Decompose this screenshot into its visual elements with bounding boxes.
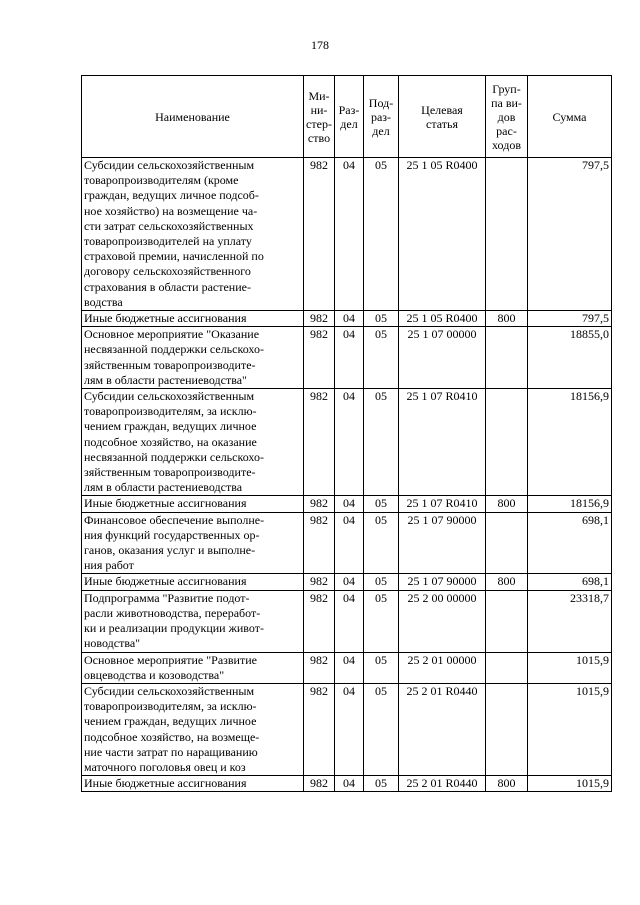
row-expense-group: 800	[486, 311, 528, 327]
row-expense-group	[486, 652, 528, 683]
table-row	[82, 496, 612, 512]
row-target-article: 25 2 01 R0440	[399, 683, 486, 775]
row-expense-group	[486, 590, 528, 652]
row-name: Иные бюджетные ассигнования	[82, 776, 304, 792]
row-expense-group: 800	[486, 776, 528, 792]
row-name: Субсидии сельскохозяйственным товаропроизводителям, за исклю- чением граждан, ведущих личное подсобное хозяйство, на возмеще- ние части затрат по наращиванию маточного поголовья овец и коз	[82, 683, 304, 775]
header-target-article: Целевая статья	[399, 76, 486, 158]
row-section: 04	[335, 590, 364, 652]
row-name: Основное мероприятие "Оказание несвязанной поддержки сельскохо- зяйственным товаропроизводите- лям в области растениеводства"	[82, 327, 304, 389]
row-section: 04	[335, 327, 364, 389]
table-row	[82, 574, 612, 590]
table-row	[82, 512, 612, 574]
row-section: 04	[335, 496, 364, 512]
row-section: 04	[335, 512, 364, 574]
row-expense-group	[486, 683, 528, 775]
header-subsection: Под- раз- дел	[364, 76, 399, 158]
row-subsection: 05	[364, 311, 399, 327]
row-sum: 1015,9	[528, 683, 612, 775]
row-section: 04	[335, 776, 364, 792]
row-subsection: 05	[364, 389, 399, 496]
row-ministry: 982	[304, 389, 335, 496]
row-subsection: 05	[364, 776, 399, 792]
row-target-article: 25 1 07 90000	[399, 574, 486, 590]
row-name: Субсидии сельскохозяйственным товаропроизводителям (кроме граждан, ведущих личное подсоб- ное хозяйство) на возмещение ча- сти затрат сельскохозяйственных товаропроизводителей на уплату страховой премии, начисленной по договору сельскохозяйственного страхования в области растение- водства	[82, 158, 304, 311]
header-sum: Сумма	[528, 76, 612, 158]
table-row	[82, 327, 612, 389]
row-section: 04	[335, 652, 364, 683]
row-sum: 23318,7	[528, 590, 612, 652]
row-expense-group	[486, 158, 528, 311]
table-body	[82, 158, 612, 792]
row-subsection: 05	[364, 512, 399, 574]
row-section: 04	[335, 683, 364, 775]
row-ministry: 982	[304, 652, 335, 683]
row-name: Финансовое обеспечение выполне- ния функций государственных ор- ганов, оказания услуг и выполне- ния работ	[82, 512, 304, 574]
row-subsection: 05	[364, 574, 399, 590]
row-target-article: 25 1 07 90000	[399, 512, 486, 574]
row-target-article: 25 2 00 00000	[399, 590, 486, 652]
row-section: 04	[335, 158, 364, 311]
row-ministry: 982	[304, 496, 335, 512]
row-sum: 797,5	[528, 158, 612, 311]
row-subsection: 05	[364, 590, 399, 652]
row-target-article: 25 2 01 00000	[399, 652, 486, 683]
row-expense-group: 800	[486, 496, 528, 512]
page-number: 178	[311, 38, 329, 52]
row-sum: 797,5	[528, 311, 612, 327]
row-sum: 18156,9	[528, 389, 612, 496]
row-subsection: 05	[364, 158, 399, 311]
row-target-article: 25 1 07 R0410	[399, 496, 486, 512]
row-sum: 18156,9	[528, 496, 612, 512]
row-expense-group	[486, 389, 528, 496]
row-ministry: 982	[304, 512, 335, 574]
row-expense-group: 800	[486, 574, 528, 590]
table-header-row	[82, 76, 612, 158]
row-section: 04	[335, 311, 364, 327]
header-ministry: Ми- ни- стер- ство	[304, 76, 335, 158]
row-name: Иные бюджетные ассигнования	[82, 496, 304, 512]
table-row	[82, 590, 612, 652]
table-row	[82, 652, 612, 683]
row-subsection: 05	[364, 683, 399, 775]
row-section: 04	[335, 574, 364, 590]
row-target-article: 25 1 05 R0400	[399, 311, 486, 327]
row-sum: 18855,0	[528, 327, 612, 389]
table-row	[82, 683, 612, 775]
row-expense-group	[486, 327, 528, 389]
header-name: Наименование	[82, 76, 304, 158]
row-target-article: 25 2 01 R0440	[399, 776, 486, 792]
table-row	[82, 776, 612, 792]
row-name: Иные бюджетные ассигнования	[82, 574, 304, 590]
row-ministry: 982	[304, 327, 335, 389]
row-sum: 698,1	[528, 574, 612, 590]
row-subsection: 05	[364, 496, 399, 512]
table-row	[82, 311, 612, 327]
row-ministry: 982	[304, 311, 335, 327]
row-ministry: 982	[304, 574, 335, 590]
row-subsection: 05	[364, 327, 399, 389]
row-section: 04	[335, 389, 364, 496]
table-row	[82, 158, 612, 311]
budget-table	[81, 75, 612, 792]
row-name: Подпрограмма "Развитие подот- расли животноводства, переработ- ки и реализации продукции живот- новодства"	[82, 590, 304, 652]
table-row	[82, 389, 612, 496]
row-sum: 698,1	[528, 512, 612, 574]
row-ministry: 982	[304, 776, 335, 792]
row-name: Основное мероприятие "Развитие овцеводства и козоводства"	[82, 652, 304, 683]
row-name: Субсидии сельскохозяйственным товаропроизводителям, за исклю- чением граждан, ведущих личное подсобное хозяйство, на оказание несвязанной поддержки сельскохо- зяйственным товаропроизводите- лям в области растениеводства	[82, 389, 304, 496]
row-expense-group	[486, 512, 528, 574]
row-target-article: 25 1 07 00000	[399, 327, 486, 389]
row-target-article: 25 1 07 R0410	[399, 389, 486, 496]
header-expense-group: Груп- па ви- дов рас- ходов	[486, 76, 528, 158]
row-name: Иные бюджетные ассигнования	[82, 311, 304, 327]
row-sum: 1015,9	[528, 776, 612, 792]
row-ministry: 982	[304, 590, 335, 652]
row-target-article: 25 1 05 R0400	[399, 158, 486, 311]
header-section: Раз- дел	[335, 76, 364, 158]
row-sum: 1015,9	[528, 652, 612, 683]
row-ministry: 982	[304, 158, 335, 311]
row-subsection: 05	[364, 652, 399, 683]
row-ministry: 982	[304, 683, 335, 775]
